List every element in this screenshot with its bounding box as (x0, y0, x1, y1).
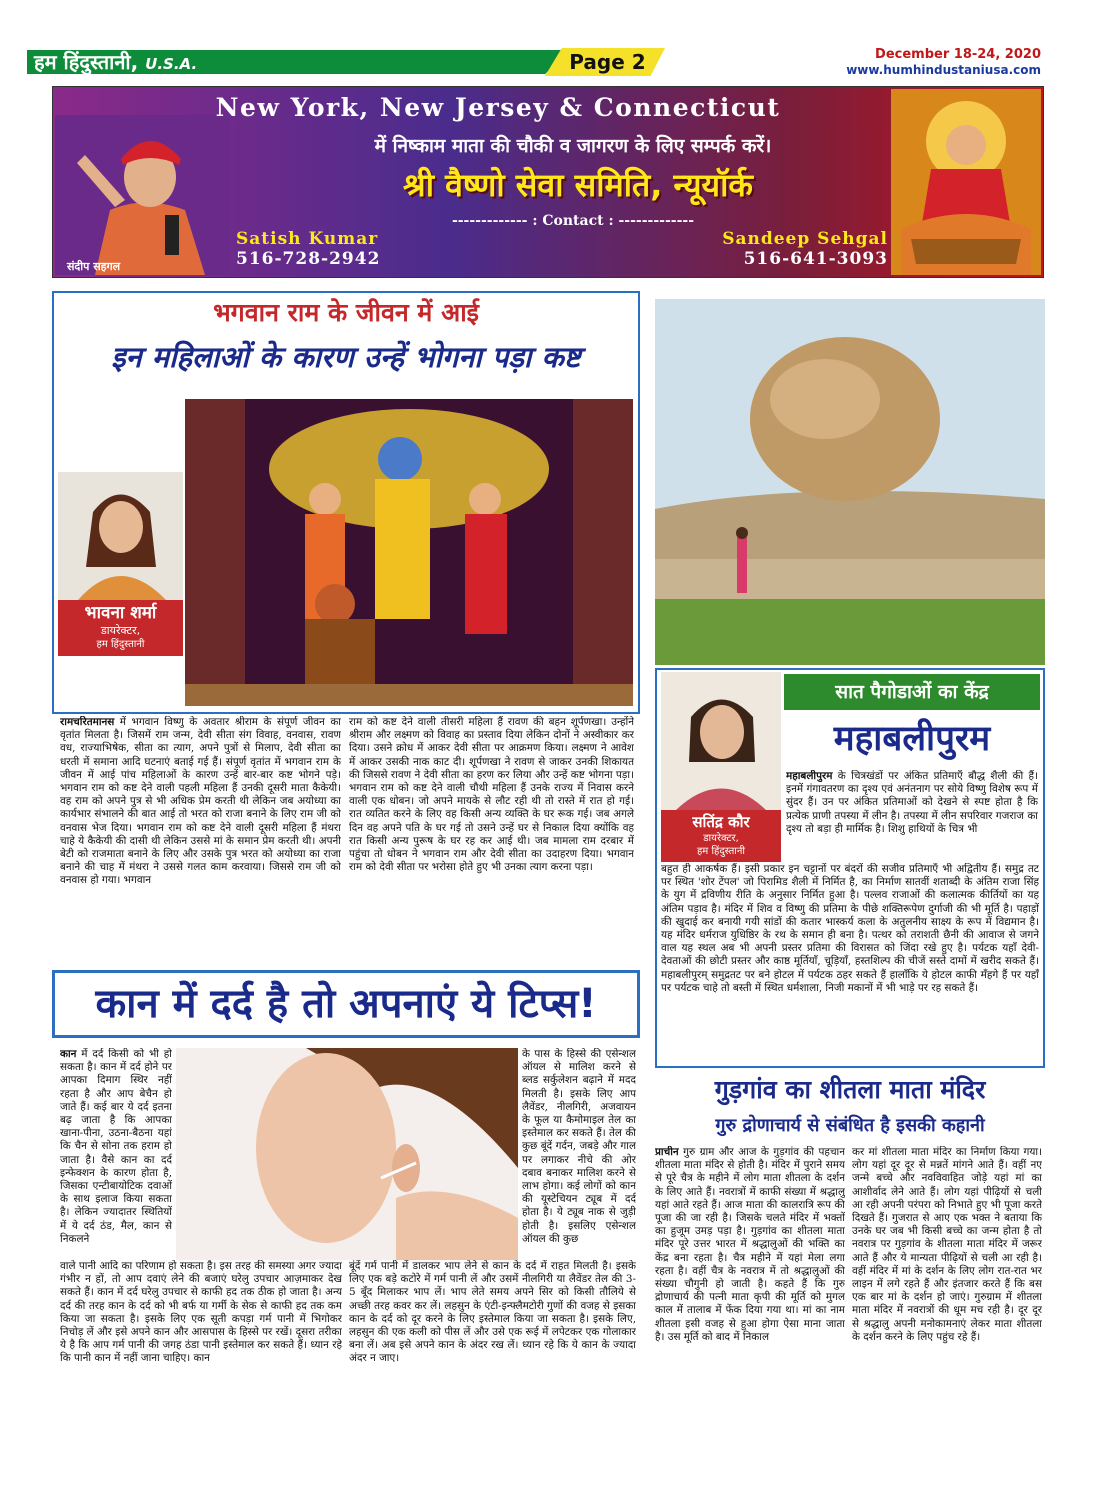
issue-date: December 18-24, 2020 (875, 47, 1041, 62)
author-card-bhavna (58, 600, 183, 656)
author-name-satinder: सतिंद्र कौर (692, 813, 750, 831)
ear-body-bottom1: वाले पानी आदि का परिणाम हो सकता है। इस तरह की समस्या अगर ज्यादा गंभीर न हों, तो आप दवाएं लेने की बजाएं घरेलु उपचार आज़माकर देख सकते हैं। कान में दर्द घरेलु उपचार से काफी हद तक ठीक हो जाता है। अन्य दर्द की तरह कान के दर्द को भी बर्फ या गर्मी के सेक से काफी हद तक कम किया जा सकता है। इसके लिए एक सूती कपड़ा गर्म पानी में भिगोकर निचोड़ लें और इसे अपने कान और आसपास के हिस्से पर रखें। दूसरा तरीका ये है कि आप गर्म पानी की जगह ठंडा पानी इस्तेमाल कर सकते हैं। ध्यान रहे कि पानी कान में नहीं जाना चाहिए। कान (60, 1260, 342, 1365)
mahabali-headline: महाबलीपुरम (833, 719, 991, 759)
author-photo-satinder (661, 672, 781, 810)
author-photo-bhavna (58, 472, 183, 600)
ear-body-bottom2: बूंदें गर्म पानी में डालकर भाप लेने से कान के दर्द में राहत मिलती है। इसके लिए एक बड़े कटोरे में गर्म पानी लें और उसमें नीलगिरी या लैवेंडर तेल की 3-5 बूँद मिलाकर भाप लें। भाप लेते समय अपने सिर को किसी तौलिये से अच्छी तरह कवर कर लें। लहसुन के एंटी-इन्फ्लैमटोरी गुणों की वजह से इसका कान के दर्द को दूर करने के लिए इस्तेमाल किया जा सकता है। इसके लिए, लहसुन की एक कली को पीस लें और उसे एक रूई में लपेटकर एक गोलाकार बना लें। अब इसे अपने कान के अंदर रख लें। ध्यान रहे कि ये कान के ज्यादा अंदर न जाए। (349, 1260, 636, 1365)
ram-lead-word: रामचरितमानस (60, 716, 115, 728)
advert-org: श्री वैष्णो सेवा समिति, न्यूयॉर्क (403, 166, 753, 204)
advert-tagline: में निष्काम माता की चौकी व जागरण के लिए सम्पर्क करें। (374, 135, 772, 157)
website: www.humhindustaniusa.com (846, 63, 1041, 77)
singer-photo (55, 115, 230, 275)
ear-body-left: कान में दर्द किसी को भी हो सकता है। कान में दर्द होने पर आपका दिमाग स्थिर नहीं रहता है और आप बेचैन हो जाते हैं। कई बार ये दर्द इतना बढ़ जाता है कि आपका खाना-पीना, उठना-बैठना यहां कि चैन से सोना तक हराम हो जाता है। वैसे कान का दर्द इन्फेक्शन के कारण होता है, जिसका एन्टीबायोटिक दवाओं के साथ इलाज किया सकता है। लेकिन ज्यादातर स्थितियों में ये दर्द ठंड, मैल, कान से निकलने (60, 1048, 172, 1245)
contact2-phone: 516-641-3093 (743, 249, 888, 269)
ear-woman-image (176, 1048, 518, 1260)
temple-body-col1: प्राचीन गुरु ग्राम और आज के गुड़गांव की पहचान शीतला माता मंदिर से होती है। मंदिर में पुराने समय से पूरे चैत्र के महीने में लोग माता शीतला के दर्शन के लिए आते हैं। नवरात्रों में काफी संख्या में श्रद्धालु यहां आते रहते हैं। आज माता की कालरात्रि रूप की पूजा की जा रही है। जिसके चलते मंदिर में भक्तों का हुजूम उमड़ पड़ा है। गुड़गांव का शीतला माता मंदिर पूरे उत्तर भारत में श्रद्धालुओं की भक्ति का केंद्र बना रहता है। चैत्र महीने में यहां मेला लगा रहता है। वहीं चैत्र के नवरात्र में तो श्रद्धालुओं की संख्या चौगुनी हो जाती है। कहते हैं कि गुरु द्रोणाचार्य की पत्नी माता कृपी की मूर्ति को मुगल काल में तालाब में फेंक दिया गया था। मां का नाम शीतला इसी वजह से हुआ होगा ऐसा माना जाता है। उस मूर्ति को बाद में निकाल (655, 1146, 845, 1343)
ear-headline: कान में दर्द है तो अपनाएं ये टिप्स! (95, 981, 597, 1027)
advert-contact-label: ------------- : Contact : ------------- (451, 213, 695, 229)
author-role-satinder: डायरेक्टर, (703, 833, 739, 844)
author-role-bhavna: डायरेक्टर, (100, 624, 141, 637)
ear-body-right: के पास के हिस्से की एसेन्शल ऑयल से मालिश करने से ब्लड सर्कुलेशन बढ़ाने में मदद मिलती है। इसके लिए आप लैवेंडर, नीलगिरी, अजवायन के फूल या कैमोमाइल तेल का इस्तेमाल कर सकते हैं। तेल की कुछ बूंदें गर्दन, जबड़े और गाल पर लगाकर नीचे की ओर दबाव बनाकर मालिश करने से लाभ होगा। कई लोगों को कान की यूस्टेचियन ट्यूब में दर्द होता है। ये ट्यूब नाक से जुड़ी होती है। इसलिए एसेन्शल ऑयल की कुछ (522, 1048, 636, 1245)
mahabali-lead-word: महाबलीपुरम (786, 770, 833, 782)
masthead (0, 47, 1095, 77)
mahabali-kicker: सात पैगोडाओं का केंद्र (784, 674, 1040, 710)
singer-caption: संदीप सहगल (67, 260, 121, 273)
ram-body-col1: रामचरितमानस में भगवान विष्णु के अवतार श्रीराम के संपूर्ण जीवन का वृतांत मिलता है। जिसमें राम जन्म, देवी सीता संग विवाह, वनवास, रावण वध, राज्याभिषेक, सीता का त्याग, अपने पुत्रों से मिलाप, देवी सीता का धरती में समाना आदि घटनाएं बताई गई हैं। संपूर्ण वृतांत में भगवान राम के जीवन में आई पांच महिलाओं के कारण उन्हें बार-बार कष्ट भोगने पड़े। भगवान राम को कष्ट देने वाली पहली महिला हैं उनकी दूसरी माता कैकेयी। वह राम को अपने पुत्र से भी अधिक प्रेम करती थी लेकिन जब अयोध्या का कार्यभार संभालने की बात आई तो भरत को राजा बनाने के लिए राम जी को वनवास भेज दिया। भगवान राम को कष्ट देने वाली दूसरी महिला हैं मंथरा चाहे ये कैकेयी की दासी थी लेकिन उससे मां के समान प्रेम करती थी। अपनी बेटी को राजमाता बनाने के लिए और उसके पुत्र भरत को अयोध्या का राजा बनाने की चाह में मंथरा ने उससे गलत काम करवाया। जिससे राम जी को वनवास हो गया। भगवान (60, 716, 341, 887)
mahabali-body-narrow: महाबलीपुरम के चित्रखंडों पर अंकित प्रतिमाएँ बौद्ध शैली की हैं। इनमें गंगावतरण का दृश्य एवं अनंतनाग पर सोये विष्णु विशेष रूप में सुंदर हैं। उन पर अंकित प्रतिमाओं को देखने से स्पष्ट होता है कि प्रत्येक प्राणी तपस्या में लीन है। तपस्या में लीन सपरिवार गजराज का दृश्य तो बड़ा ही मार्मिक है। शिशु हाथियों के चित्र भी (786, 770, 1038, 835)
contact1-phone: 516-728-2942 (236, 249, 381, 269)
advert-headline: New York, New Jersey & Connecticut (215, 93, 781, 122)
mahabali-body-wide: बहुत ही आकर्षक हैं। इसी प्रकार इन चट्टानों पर बंदरों की सजीव प्रतिमाएँ भी अद्वितीय हैं। समुद्र तट पर स्थित 'शोर टेंपल' जो पिरामिड शैली में निर्मित है, का निर्माण सातवीं शताब्दी के अंतिम राजा सिंह के युग में द्रविणीय रीति के अनुसार निर्मित हुआ है। पल्लव राजाओं की कलात्मक कीर्तियों का यह अंतिम पड़ाव है। मंदिर में शिव व विष्णु की प्रतिमा के पीछे शक्तिरूपेण दुर्गाजी की भी मूर्ति है। पहाड़ों की खुदाई कर बनायी गयी सांडों की कतार भास्कर्य कला के अतुलनीय साक्ष्य के रूप में विद्यमान है। यह मंदिर धर्मराज युधिष्ठिर के रथ के समान ही बना है। पत्थर को तराशती छैनी की आवाज से जगने वाल यह स्थल अब भी अपनी प्रस्तर प्रतिमा की विरासत को जिंदा रखे हुए है। पर्यटक यहाँ देवी-देवताओं की छोटी प्रस्तर और काष्ठ मूर्तियाँ, चूड़ियाँ, हस्तशिल्प की चीजें सस्ते दामों में खरीद सकते हैं। महाबलीपुरम् समुद्रतट पर बने होटल में पर्यटक ठहर सकते हैं हालाँकि ये होटल काफी मँहगे हैं पर यहाँ पर पर्यटक चाहे तो बस्ती में स्थित धर्मशाला, निजी मकानों में भी भाड़े पर रह सकते हैं। (661, 863, 1039, 994)
temple-body-col2: कर मां शीतला माता मंदिर का निर्माण किया गया। लोग यहां दूर दूर से मन्नतें मांगने आते हैं। वहीं नए जन्मे बच्चे और नवविवाहित जोड़े यहां मां का आशीर्वाद लेने आते हैं। लोग यहां पीढ़ियों से चली आ रही अपनी परंपरा को निभाते हुए भी पूजा करते दिखते हैं। गुजरात से आए एक भक्त ने बताया कि उनके घर जब भी किसी बच्चे का जन्म होता है तो नवरात्र पर गुड़गांव के शीतला माता मंदिर में जरूर आते हैं और ये मान्यता पीढ़ियों से चली आ रही है। वहीं मंदिर में मां के दर्शन के लिए लोग रात-रात भर लाइन में लगे रहते हैं और इंतजार करते हैं कि बस एक बार मां के दर्शन हो जाएं। गुरुग्राम में शीतला माता मंदिर में नवरात्रों की धूम मच रही है। दूर दूर से श्रद्धालु अपनी मनोकामनाएं लेकर माता शीतला के दर्शन करने के लिए पहुंच रहे हैं। (852, 1146, 1042, 1343)
author-name-bhavna: भावना शर्मा (84, 603, 157, 623)
advert-banner (52, 86, 1044, 278)
paper-region: U.S.A. (145, 55, 198, 73)
contact2-name: Sandeep Sehgal (722, 229, 888, 249)
page-number: Page 2 (569, 50, 646, 74)
ram-body-col2: राम को कष्ट देने वाली तीसरी महिला हैं रावण की बहन शूर्पणखा। उन्होंने श्रीराम और लक्ष्मण को विवाह का प्रस्ताव दिया लेकिन दोनों ने अस्वीकार कर दिया। उसने क्रोध में आकर देवी सीता पर आक्रमण किया। लक्ष्मण ने आवेश में आकर उसकी नाक काट दी। शूर्पणखा ने रावण से जाकर उनकी शिकायत की जिससे रावण ने देवी सीता का हरण कर लिया और उन्हें कष्ट भोगना पड़ा। भगवान राम को कष्ट देने वाली चौथी महिला हैं उनके राज्य में निवास करने वाली एक धोबन। जो अपने मायके से लौट रही थी तो रास्ते में रात हो गई। रात व्यतित करने के लिए वह किसी अन्य व्यक्ति के घर रूक गई। जब अगले दिन वह अपने पति के घर गई तो उसने उन्हें घर से निकाल दिया क्योंकि वह रात किसी अन्य पुरूष के घर रह कर आई थी। जब मामला राम दरबार में पहुंचा तो धोबन ने भगवान राम और देवी सीता का उदाहरण दिया। भगवान राम को देवी सीता पर भरोसा होते हुए भी उनका त्याग करना पड़ा। (349, 716, 634, 874)
author-card-satinder (661, 810, 781, 862)
author-org-bhavna: हम हिंदुस्तानी (96, 639, 145, 650)
temple-lead-word: प्राचीन (655, 1146, 679, 1158)
temple-headline1: गुड़गांव का शीतला माता मंदिर (714, 1075, 986, 1104)
contact1-name: Satish Kumar (236, 229, 379, 249)
ram-headline-line1: भगवान राम के जीवन में आई (213, 298, 479, 327)
ram-darbar-image (185, 399, 633, 706)
ram-headline-line2: इन महिलाओं के कारण उन्हें भोगना पड़ा कष्ट (111, 340, 581, 374)
ear-lead-word: कान (60, 1048, 77, 1060)
temple-headline2: गुरु द्रोणाचार्य से संबंधित है इसकी कहानी (715, 1115, 985, 1136)
goddess-image (891, 89, 1041, 275)
author-org-satinder: हम हिंदुस्तानी (697, 846, 745, 857)
paper-name: हम हिंदुस्तानी, U.S.A. (34, 50, 198, 74)
rock-photo (655, 299, 1045, 665)
